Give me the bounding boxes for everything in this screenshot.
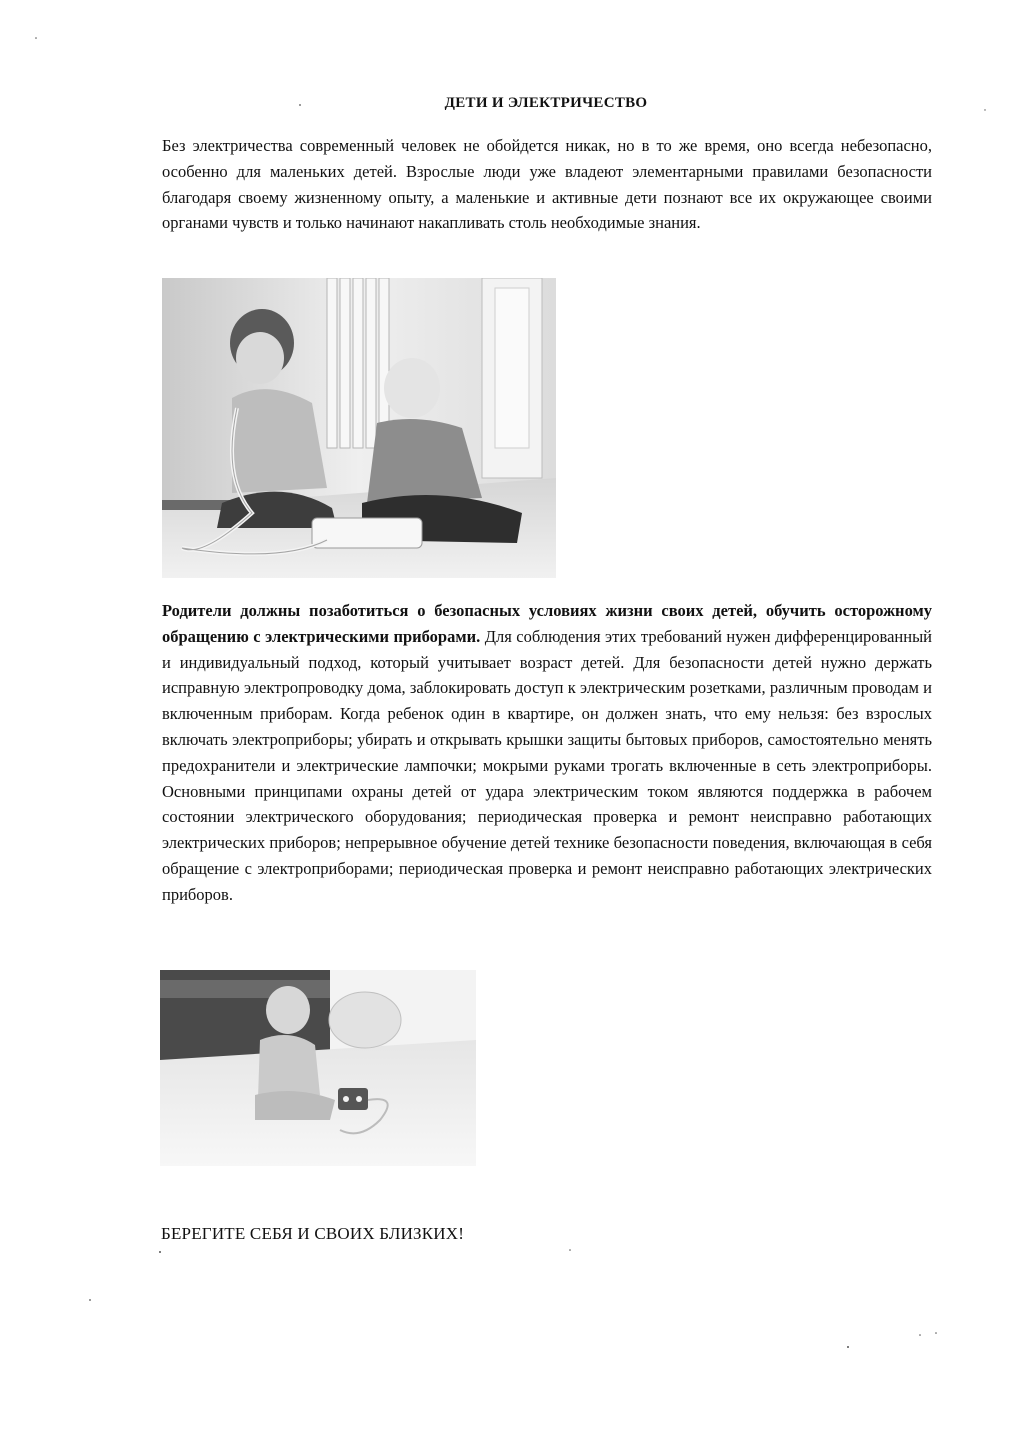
main-paragraph-rest: Для соблюдения этих требований нужен дифференцированный и индивидуальный подход, который учитывает возраст детей. Для безопасности детей нужно держать исправную электропроводку дома, заблокировать доступ к электрическим розетками, различным проводам и включенным приборам. Когда ребенок один в квартире, он должен знать, что ему нельзя: без взрослых включать электроприборы; убирать и открывать крышки защиты бытовых приборов, самостоятельно менять предохранители и электрические лампочки; мокрыми руками трогать включенные в сеть электроприборы. Основными принципами охраны детей от удара электрическим током являются поддержка в рабочем состоянии электрического оборудования; периодическая проверка и ремонт неисправно работающих электрических приборов; непрерывное обучение детей технике безопасности поведения, включающая в себя обращение с электроприборами; периодическая проверка и ремонт неисправно работающих электрических приборов. bbox=[162, 626, 932, 904]
closing-line: БЕРЕГИТЕ СЕБЯ И СВОИХ БЛИЗКИХ! bbox=[161, 1224, 465, 1243]
children-with-power-strip-photo bbox=[162, 278, 556, 578]
intro-paragraph: Без электричества современный человек не обойдется никак, но в то же время, оно всегда небезопасно, особенно для маленьких детей. Взрослые люди уже владеют элементарными правилами безопасности благодаря своему жизненному опыту, а маленькие и активные дети познают все их окружающее своими органами чувств и только начинают накапливать столь необходимые знания. bbox=[162, 136, 932, 233]
toddler-with-extension-cord-photo bbox=[160, 970, 476, 1166]
main-paragraph bbox=[162, 598, 932, 908]
main-paragraph-bold: Родители должны позаботиться о безопасных условиях жизни своих детей, обучить осторожному обращению с электрическими приборами. bbox=[162, 601, 932, 646]
document-title: ДЕТИ И ЭЛЕКТРИЧЕСТВО bbox=[444, 95, 648, 111]
